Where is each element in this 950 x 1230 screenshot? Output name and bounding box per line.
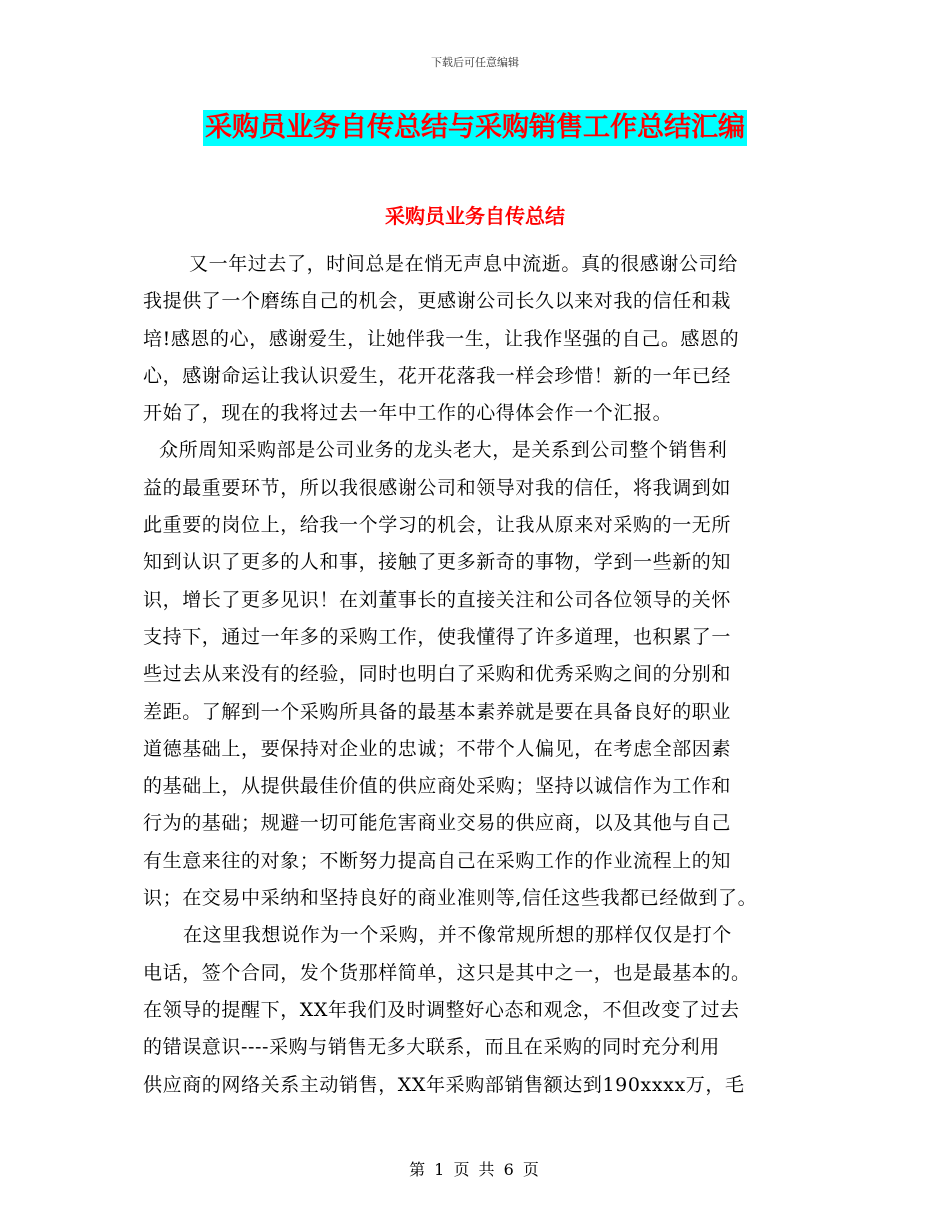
- paragraph-line: 益的最重要环节，所以我很感谢公司和领导对我的信任，将我调到如: [143, 476, 732, 499]
- paragraph-line: 供应商的网络关系主动销售，XX年采购部销售额达到190xxxx万，毛: [143, 1073, 745, 1096]
- paragraph-line: 些过去从来没有的经验，同时也明白了采购和优秀采购之间的分别和: [143, 663, 732, 686]
- page-footer: 第 1 页 共 6 页: [409, 1160, 541, 1179]
- paragraph-line: 有生意来往的对象；不断努力提高自己在采购工作的作业流程上的知: [143, 849, 732, 872]
- section-title: 采购员业务自传总结: [385, 204, 565, 228]
- paragraph-line: 识；在交易中采纳和坚持良好的商业准则等,信任这些我都已经做到了。: [143, 887, 758, 910]
- paragraph-line: 开始了，现在的我将过去一年中工作的心得体会作一个汇报。: [143, 402, 673, 425]
- paragraph-line: 识，增长了更多见识！在刘董事长的直接关注和公司各位领导的关怀: [143, 588, 732, 611]
- header-note: 下载后可任意编辑: [431, 56, 519, 69]
- paragraph-line: 在领导的提醒下，XX年我们及时调整好心态和观念，不但改变了过去: [143, 998, 740, 1021]
- paragraph-line: 心，感谢命运让我认识爱生，花开花落我一样会珍惜！新的一年已经: [143, 364, 732, 387]
- paragraph-line: 行为的基础；规避一切可能危害商业交易的供应商，以及其他与自己: [143, 812, 732, 835]
- paragraph-line: 此重要的岗位上，给我一个学习的机会，让我从原来对采购的一无所: [143, 514, 732, 537]
- paragraph-line: 的基础上，从提供最佳价值的供应商处采购；坚持以诚信作为工作和: [143, 775, 732, 798]
- paragraph-line: 我提供了一个磨练自己的机会，更感谢公司长久以来对我的信任和栽: [143, 290, 732, 313]
- main-title-container: [0, 110, 950, 146]
- paragraph-line: 道德基础上，要保持对企业的忠诚；不带个人偏见，在考虑全部因素: [143, 737, 732, 760]
- paragraph-line: 电话，签个合同，发个货那样简单，这只是其中之一，也是最基本的。: [143, 961, 751, 984]
- paragraph-line: 众所周知采购部是公司业务的龙头老大，是关系到公司整个销售利: [159, 439, 728, 462]
- body-text: [143, 246, 811, 1104]
- paragraph-line: 差距。了解到一个采购所具备的最基本素养就是要在具备良好的职业: [143, 700, 732, 723]
- paragraph-line: 支持下，通过一年多的采购工作，使我懂得了许多道理，也积累了一: [143, 625, 732, 648]
- paragraph-line: 的错误意识----采购与销售无多大联系，而且在采购的同时充分利用: [143, 1036, 720, 1059]
- paragraph-line: 知到认识了更多的人和事，接触了更多新奇的事物，学到一些新的知: [143, 551, 732, 574]
- paragraph-line: 又一年过去了，时间总是在悄无声息中流逝。真的很感谢公司给: [189, 253, 738, 275]
- main-title: 采购员业务自传总结与采购销售工作总结汇编: [203, 110, 747, 146]
- paragraph-line: 培!感恩的心，感谢爱生，让她伴我一生，让我作坚强的自己。感恩的: [143, 327, 740, 350]
- paragraph-line: 在这里我想说作为一个采购，并不像常规所想的那样仅仅是打个: [183, 924, 732, 947]
